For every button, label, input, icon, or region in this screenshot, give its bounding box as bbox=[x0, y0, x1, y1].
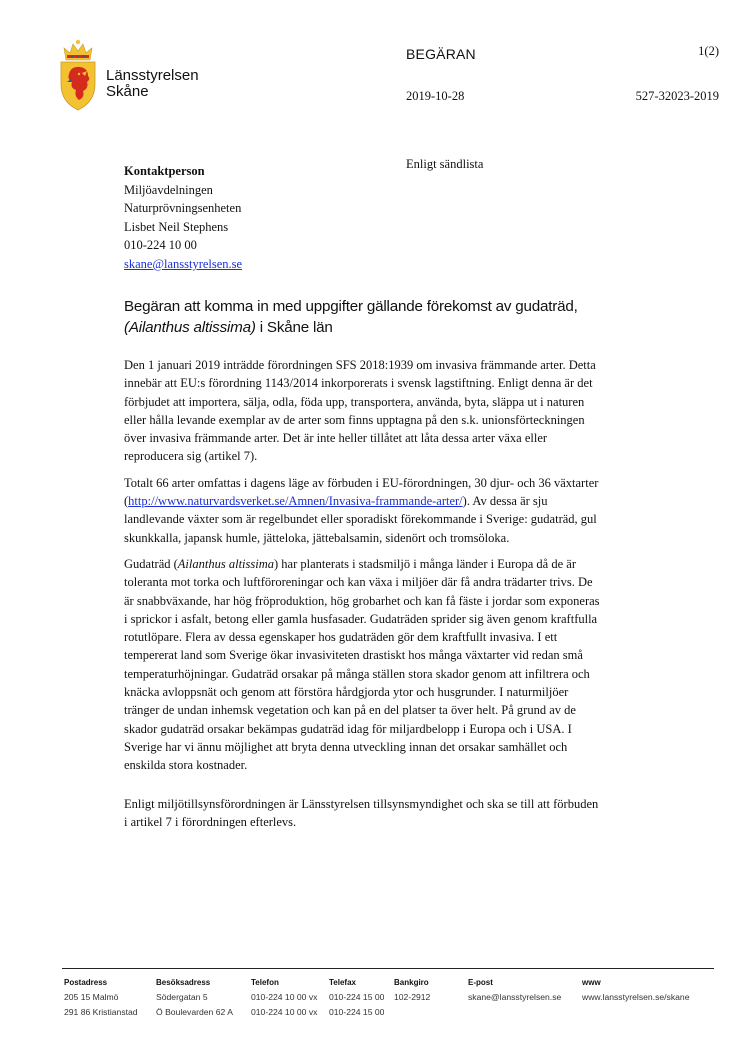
footer-divider bbox=[62, 968, 714, 969]
paragraph-2 bbox=[124, 474, 604, 547]
organisation-name bbox=[106, 68, 199, 100]
footer-epost bbox=[468, 975, 561, 1005]
reference-number: 527-32023-2019 bbox=[635, 89, 719, 103]
contact-email-link[interactable]: skane@lansstyrelsen.se bbox=[124, 256, 243, 271]
footer-epost-line1: skane@lansstyrelsen.se bbox=[468, 992, 562, 1002]
footer-besoksadress bbox=[156, 975, 233, 1020]
footer-besoksadress-line2: Ö Boulevarden 62 A bbox=[156, 1007, 233, 1017]
paragraph-3 bbox=[124, 555, 604, 775]
footer-besoksadress-label: Besöksadress bbox=[156, 978, 211, 987]
contact-name: Lisbet Neil Stephens bbox=[124, 219, 229, 234]
footer-postadress-line2: 291 86 Kristianstad bbox=[64, 1007, 138, 1017]
title-species: (Ailanthus altissima) bbox=[124, 319, 256, 336]
footer-telefon-line2: 010-224 10 00 vx bbox=[251, 1007, 318, 1017]
paragraph-2-text-a: Totalt 66 arter omfattas i dagens läge av förbuden i EU-förordningen, 30 djur- och 36 växtarter ( bbox=[124, 475, 599, 509]
footer-www-label: www bbox=[582, 978, 601, 987]
lansstyrelsen-skane-logo bbox=[58, 38, 98, 112]
paragraph-3-species: Ailanthus altissima bbox=[177, 556, 274, 571]
body-text bbox=[124, 356, 604, 839]
footer-bankgiro bbox=[394, 975, 430, 1005]
org-name-line1: Länsstyrelsen bbox=[106, 67, 199, 84]
naturvardsverket-link[interactable]: http://www.naturvardsverket.se/Amnen/Invasiva-frammande-arter/ bbox=[128, 494, 463, 509]
page-number: 1(2) bbox=[698, 44, 719, 58]
footer-bankgiro-label: Bankgiro bbox=[394, 978, 429, 987]
org-name-line2: Skåne bbox=[106, 83, 149, 100]
footer-telefax-line2: 010-224 15 00 bbox=[329, 1007, 385, 1017]
footer-postadress-line1: 205 15 Malmö bbox=[64, 992, 119, 1002]
title-part2: i Skåne län bbox=[255, 319, 333, 336]
footer-telefax-line1: 010-224 15 00 bbox=[329, 992, 385, 1002]
footer-telefax bbox=[329, 975, 384, 1020]
footer-telefax-label: Telefax bbox=[329, 978, 356, 987]
paragraph-2-text-b: ). Av dessa är sju landlevande växter som är regelbundet eller sporadiskt förekommande i Sverige: gudaträd, gul skunkkalla, japansk humle, jätteloka, jättebalsamin, sidenört och tromsöloka. bbox=[124, 494, 597, 545]
footer-www-line1: www.lansstyrelsen.se/skane bbox=[582, 992, 690, 1002]
footer-epost-label: E-post bbox=[468, 978, 493, 987]
title-part1: Begäran att komma in med uppgifter gällande förekomst av gudaträd, bbox=[124, 298, 578, 315]
paragraph-spacer bbox=[124, 783, 604, 795]
paragraph-4: Enligt miljötillsynsförordningen är Länsstyrelsen tillsynsmyndighet och ska se till att förbuden i artikel 7 i förordningen efterlevs. bbox=[124, 796, 599, 829]
contact-heading: Kontaktperson bbox=[124, 164, 205, 178]
document-date: 2019-10-28 bbox=[406, 89, 465, 103]
document-title bbox=[124, 296, 644, 338]
footer-postadress bbox=[64, 975, 138, 1020]
footer-telefon-line1: 010-224 10 00 vx bbox=[251, 992, 318, 1002]
footer-www bbox=[582, 975, 689, 1005]
contact-unit: Naturprövningsenheten bbox=[124, 201, 242, 216]
paragraph-3-text-a: Gudaträd ( bbox=[124, 556, 178, 571]
footer-postadress-label: Postadress bbox=[64, 978, 108, 987]
footer-telefon bbox=[251, 975, 317, 1020]
recipients: Enligt sändlista bbox=[406, 157, 484, 171]
contact-department: Miljöavdelningen bbox=[124, 182, 213, 197]
footer-telefon-label: Telefon bbox=[251, 978, 279, 987]
paragraph-3-text-b: ) har planterats i stadsmiljö i många länder i Europa då de är toleranta mot torka och luftföroreningar och kan växa i miljöer där få andra trädarter trivs. De är snabbväxande, har hög fröproduktion, hög grobarhet och kan få fäste i jordar som exponeras i sprickor i asfalt, betong eller gamla husfasader. Gudaträden sprider sig även genom kraftfulla rotutlöpare. Flera av dessa egenskaper hos gudaträden gör dem kraftfullt invasiva. I ett tempererat land som Sverige ökar invasiviteten drastiskt hos många växtarter vid redan små temperaturhöjningar. Gudaträd orsakar på många ställen stora skador genom att infiltrera och knäcka avloppsnät och genom att förstöra hårdgjorda ytor och husgrunder. I naturmiljöer tränger de undan inhemsk vegetation och kan på en del platser ta över helt. På grund av de skador gudaträd orsakar bekämpas gudaträd idag för miljardbelopp i Europa och i USA. I Sverige har vi ännu möjlighet att bryta denna utveckling innan det orsakar samhället och enskilda stora kostnader. bbox=[124, 556, 600, 773]
paragraph-1: Den 1 januari 2019 inträdde förordningen SFS 2018:1939 om invasiva främmande arter. Detta innebär att EU:s förordning 1143/2014 inkorporerats i svensk lagstiftning. Enligt denna är det förbjudet att importera, sälja, odla, föda upp, transportera, använda, byta, släppa ut i naturen eller hålla levande exemplar av de arter som finns upptagna på den s.k. unionsförteckningen över invasiva främmande arter. Det är inte heller tillåtet att låta dessa arter växa eller reproducera sig (artikel 7). bbox=[124, 358, 596, 464]
footer-besoksadress-line1: Södergatan 5 bbox=[156, 992, 208, 1002]
document-type: BEGÄRAN bbox=[406, 46, 476, 62]
contact-phone: 010-224 10 00 bbox=[124, 238, 197, 253]
contact-block bbox=[124, 162, 242, 274]
footer-bankgiro-line1: 102-2912 bbox=[394, 992, 431, 1002]
